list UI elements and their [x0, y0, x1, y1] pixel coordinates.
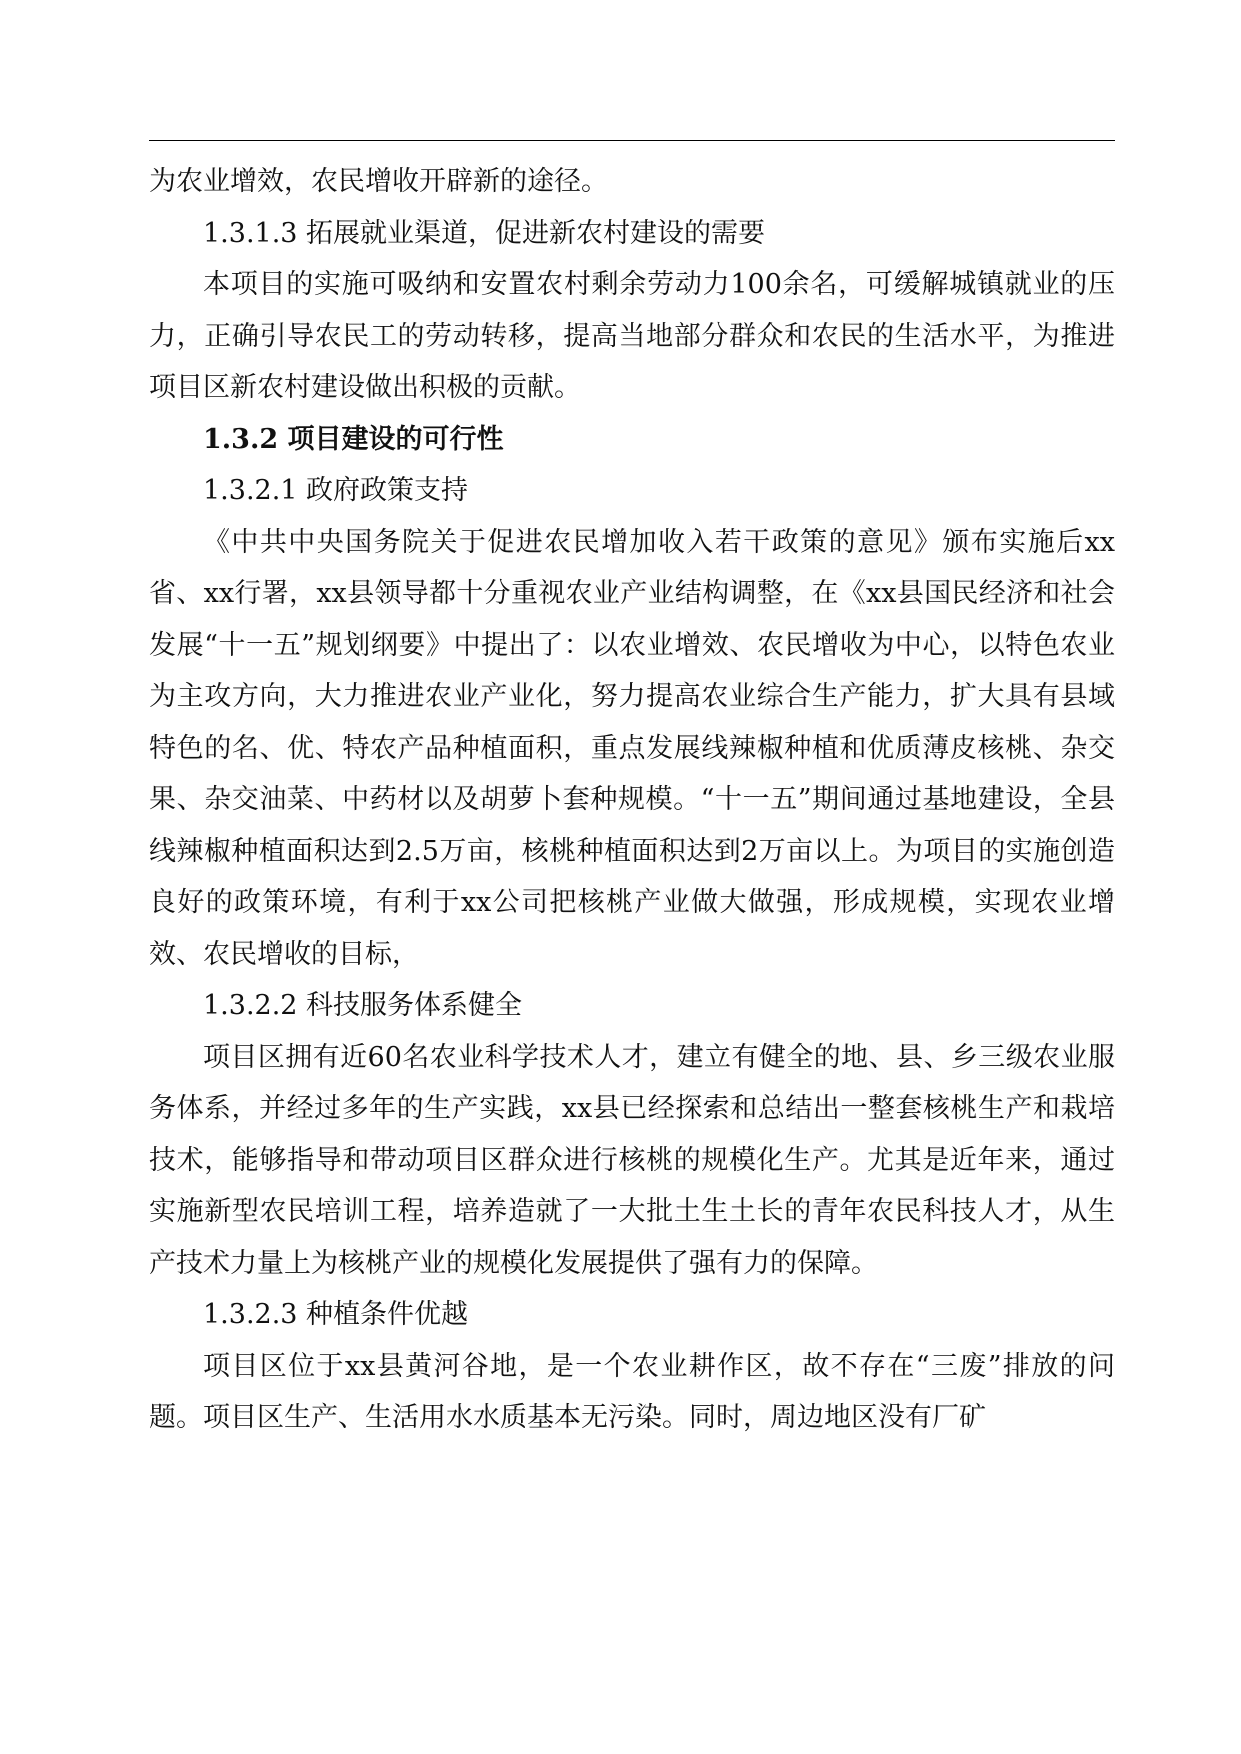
paragraph-employment: 本项目的实施可吸纳和安置农村剩余劳动力100余名，可缓解城镇就业的压力，正确引导农民工的劳动转移，提高当地部分群众和农民的生活水平，为推进项目区新农村建设做出积极的贡献。 [149, 269, 1115, 403]
heading-1-3-2-1: 1.3.2.1 政府政策支持 [203, 475, 469, 506]
paragraph-policy-support: 《中共中央国务院关于促进农民增加收入若干政策的意见》颁布实施后xx省、xx行署，xx县领导都十分重视农业产业结构调整，在《xx县国民经济和社会发展“十一五”规划纲要》中提出了：以农业增效、农民增收为中心，以特色农业为主攻方向，大力推进农业产业化，努力提高农业综合生产能力，扩大具有县域特色的名、优、特农产品种植面积，重点发展线辣椒种植和优质薄皮核桃、杂交果、杂交油菜、中药材以及胡萝卜套种规模。“十一五”期间通过基地建设，全县线辣椒种植面积达到2.5万亩，核桃种植面积达到2万亩以上。为项目的实施创造良好的政策环境，有利于xx公司把核桃产业做大做强，形成规模，实现农业增效、农民增收的目标， [149, 526, 1115, 970]
heading-1-3-2-3: 1.3.2.3 种植条件优越 [203, 1299, 469, 1330]
continuation-paragraph: 为农业增效，农民增收开辟新的途径。 [149, 166, 608, 197]
document-body [149, 156, 1115, 1444]
paragraph-tech-services: 项目区拥有近60名农业科学技术人才，建立有健全的地、县、乡三级农业服务体系，并经过多年的生产实践，xx县已经探索和总结出一整套核桃生产和栽培技术，能够指导和带动项目区群众进行核桃的规模化生产。尤其是近年来，通过实施新型农民培训工程，培养造就了一大批土生土长的青年农民科技人才，从生产技术力量上为核桃产业的规模化发展提供了强有力的保障。 [149, 1041, 1115, 1279]
paragraph-planting-conditions: 项目区位于xx县黄河谷地，是一个农业耕作区，故不存在“三废”排放的问题。项目区生产、生活用水水质基本无污染。同时，周边地区没有厂矿 [149, 1350, 1115, 1433]
heading-1-3-1-3: 1.3.1.3 拓展就业渠道，促进新农村建设的需要 [203, 217, 766, 249]
heading-1-3-2: 1.3.2 项目建设的可行性 [203, 423, 504, 455]
header-rule [149, 140, 1115, 141]
heading-1-3-2-2: 1.3.2.2 科技服务体系健全 [203, 990, 523, 1021]
